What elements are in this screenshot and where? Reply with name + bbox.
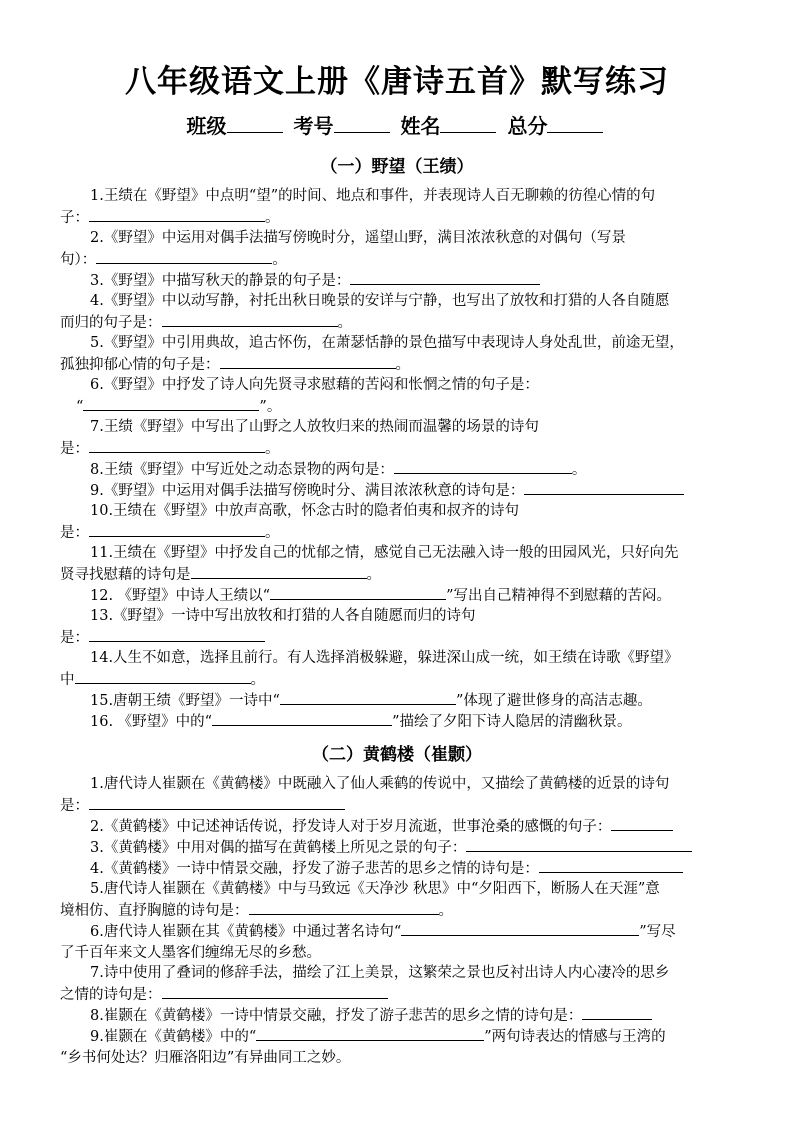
answer-blank[interactable] <box>280 690 456 705</box>
section-heading-yewang: （一）野望（王绩） <box>320 157 474 177</box>
question-item: 6.唐代诗人崔颢在其《黄鹤楼》中通过著名诗句“ ”写尽 了千百年来文人墨客们缠绵无尽的乡愁。 <box>60 921 736 964</box>
question-item: 11.王绩在《野望》中抒发自己的忧郁之情，感觉自己无法融入诗一般的田园风光，只好向先 贤寻找慰藉的诗句是 。 <box>60 545 679 583</box>
answer-blank[interactable] <box>466 837 692 852</box>
class-label: 班级 <box>186 114 227 138</box>
answer-blank[interactable] <box>212 711 392 726</box>
answer-blank[interactable] <box>582 1005 652 1020</box>
question-item: 1.王绩在《野望》中点明“望”的时间、地点和事件，并表现诗人百无聊赖的彷徨心情的句 子： 。 <box>60 188 656 226</box>
question-item: 12. 《野望》中诗人王绩以“ ”写出自己精神得不到慰藉的苦闷。 <box>60 585 736 607</box>
question-item: 9.崔颢在《黄鹤楼》中的“ ”两句诗表达的情感与王湾的 “乡书何处达？归雁洛阳边”有异曲同工之妙。 <box>60 1026 736 1069</box>
number-label: 考号 <box>293 114 334 138</box>
answer-blank[interactable] <box>524 480 684 495</box>
score-label: 总分 <box>507 114 548 138</box>
answer-blank[interactable] <box>270 585 446 600</box>
answer-blank[interactable] <box>191 564 367 579</box>
answer-blank[interactable] <box>394 459 572 474</box>
question-item: 9.《野望》中运用对偶手法描写傍晚时分、满目浓浓秋意的诗句是： <box>60 480 736 502</box>
question-item: 8.王绩《野望》中写近处之动态景物的两句是： 。 <box>60 459 736 481</box>
question-item: 10.王绩在《野望》中放声高歌，怀念古时的隐者伯夷和叔齐的诗句 是： 。 <box>60 503 520 541</box>
question-item: 4.《野望》中以动写静，衬托出秋日晚景的安详与宁静，也写出了放牧和打猎的人各自随愿 而归的句子是： 。 <box>60 293 670 331</box>
question-item: 14.人生不如意，选择且前行。有人选择消极躲避，躲进深山成一统，如王绩在诗歌《野望》 中 。 <box>60 650 679 688</box>
question-item: 3.《野望》中描写秋天的静景的句子是： <box>60 270 736 292</box>
number-blank[interactable] <box>334 114 390 133</box>
question-item: 2.《野望》中运用对偶手法描写傍晚时分，遥望山野，满目浓浓秋意的对偶句（写景 句）： 。 <box>60 230 626 268</box>
question-item: 3.《黄鹤楼》中用对偶的描写在黄鹤楼上所见之景的句子： <box>60 837 736 859</box>
question-item: 13.《野望》一诗中写出放牧和打猎的人各自随愿而归的诗句 是： <box>60 608 476 646</box>
answer-blank[interactable] <box>249 900 439 915</box>
answer-blank[interactable] <box>89 795 345 810</box>
student-info-row <box>0 110 794 139</box>
class-blank[interactable] <box>227 114 283 133</box>
question-item: 16. 《野望》中的“ ”描绘了夕阳下诗人隐居的清幽秋景。 <box>60 711 736 733</box>
question-item: 7.诗中使用了叠词的修辞手法，描绘了江上美景，这繁荣之景也反衬出诗人内心凄冷的思乡 之情的诗句是： <box>60 965 670 1003</box>
answer-blank[interactable] <box>75 669 251 684</box>
question-item: 1.唐代诗人崔颢在《黄鹤楼》中既融入了仙人乘鹤的传说中，又描绘了黄鹤楼的近景的诗句 是： <box>60 776 670 814</box>
answer-blank[interactable] <box>89 627 265 642</box>
question-item: 5.唐代诗人崔颢在《黄鹤楼》中与马致远《天净沙 秋思》中“夕阳西下，断肠人在天涯”意 境相仿、直抒胸臆的诗句是： 。 <box>60 881 660 919</box>
answer-blank[interactable] <box>401 921 639 936</box>
question-item: 8.崔颢在《黄鹤楼》一诗中情景交融，抒发了游子悲苦的思乡之情的诗句是： <box>60 1005 736 1027</box>
section-heading-huanghelou: （二）黄鹤楼（崔颢） <box>312 745 482 765</box>
question-item: 5.《野望》中引用典故，追古怀伤，在萧瑟恬静的景色描写中表现诗人身处乱世，前途无望， 孤独抑郁心情的句子是： 。 <box>60 335 684 373</box>
question-item: 4.《黄鹤楼》一诗中情景交融，抒发了游子悲苦的思乡之情的诗句是： <box>60 858 736 880</box>
question-item: 15.唐朝王绩《野望》一诗中“ ”体现了避世修身的高洁志趣。 <box>60 690 736 712</box>
answer-blank[interactable] <box>256 1026 484 1041</box>
answer-blank[interactable] <box>89 207 265 222</box>
answer-blank[interactable] <box>162 312 338 327</box>
answer-blank[interactable] <box>162 984 388 999</box>
answer-blank[interactable] <box>83 396 259 411</box>
answer-blank[interactable] <box>89 438 265 453</box>
answer-blank[interactable] <box>220 354 396 369</box>
question-item: 2.《黄鹤楼》中记述神话传说，抒发诗人对于岁月流逝，世事沧桑的感慨的句子： <box>60 816 736 838</box>
answer-blank[interactable] <box>539 858 683 873</box>
answer-blank[interactable] <box>96 249 272 264</box>
name-label: 姓名 <box>400 114 441 138</box>
answer-blank[interactable] <box>350 270 540 285</box>
answer-blank[interactable] <box>611 816 673 831</box>
name-blank[interactable] <box>440 114 496 133</box>
page-title: 八年级语文上册《唐诗五首》默写练习 <box>125 64 669 100</box>
answer-blank[interactable] <box>89 522 265 537</box>
question-item: 6.《野望》中抒发了诗人向先贤寻求慰藉的苦闷和怅惘之情的句子是： “ ”。 <box>76 377 539 415</box>
question-item: 7.王绩《野望》中写出了山野之人放牧归来的热闹而温馨的场景的诗句 是： 。 <box>60 419 539 457</box>
score-blank[interactable] <box>547 114 603 133</box>
